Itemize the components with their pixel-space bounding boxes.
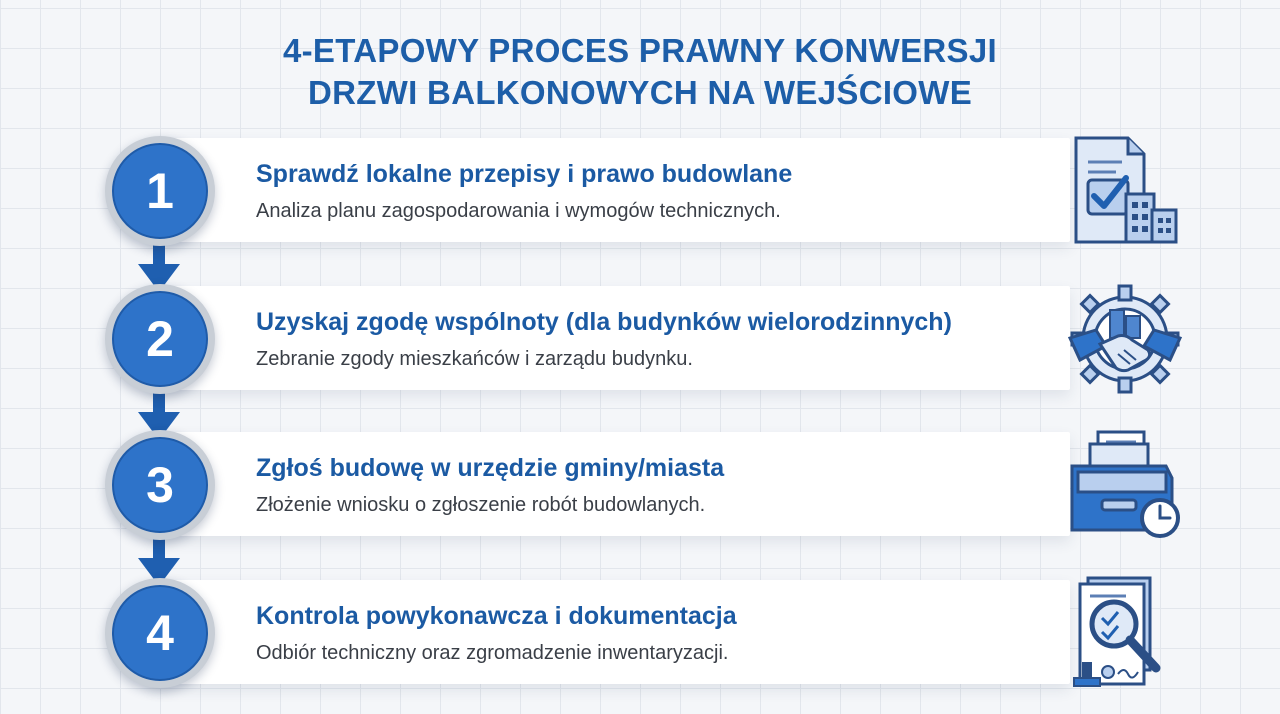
step-number-badge-2 <box>105 284 215 394</box>
step-heading: Sprawdź lokalne przepisy i prawo budowlane <box>256 160 793 188</box>
step-description: Zebranie zgody mieszkańców i zarządu budynku. <box>256 348 693 370</box>
step-card-2 <box>150 286 1070 390</box>
step-number: 2 <box>146 311 174 367</box>
step-number: 1 <box>146 163 174 219</box>
title-line-2: DRZWI BALKONOWYCH NA WEJŚCIOWE <box>307 74 973 111</box>
magnifier-document-stamp-icon <box>1066 574 1184 692</box>
handshake-gear-building-icon <box>1066 280 1184 398</box>
step-description: Odbiór techniczny oraz zgromadzenie inwentaryzacji. <box>256 642 729 664</box>
step-description: Analiza planu zagospodarowania i wymogów technicznych. <box>256 200 781 222</box>
step-heading: Uzyskaj zgodę wspólnoty (dla budynków wielorodzinnych) <box>256 308 952 336</box>
step-number-badge-4 <box>105 578 215 688</box>
page-title <box>0 30 1280 114</box>
step-number: 4 <box>146 605 174 661</box>
step-number: 3 <box>146 457 174 513</box>
step-heading: Kontrola powykonawcza i dokumentacja <box>256 602 737 630</box>
step-card-4 <box>150 580 1070 684</box>
step-description: Złożenie wniosku o zgłoszenie robót budowlanych. <box>256 494 706 516</box>
step-number-badge-3 <box>105 430 215 540</box>
title-line-1: 4-ETAPOWY PROCES PRAWNY KONWERSJI <box>282 32 997 69</box>
step-card-1 <box>150 138 1070 242</box>
step-number-badge-1 <box>105 136 215 246</box>
filing-tray-clock-icon <box>1066 426 1184 544</box>
step-heading: Zgłoś budowę w urzędzie gminy/miasta <box>256 454 725 482</box>
document-checklist-building-icon <box>1066 132 1184 250</box>
step-card-3 <box>150 432 1070 536</box>
